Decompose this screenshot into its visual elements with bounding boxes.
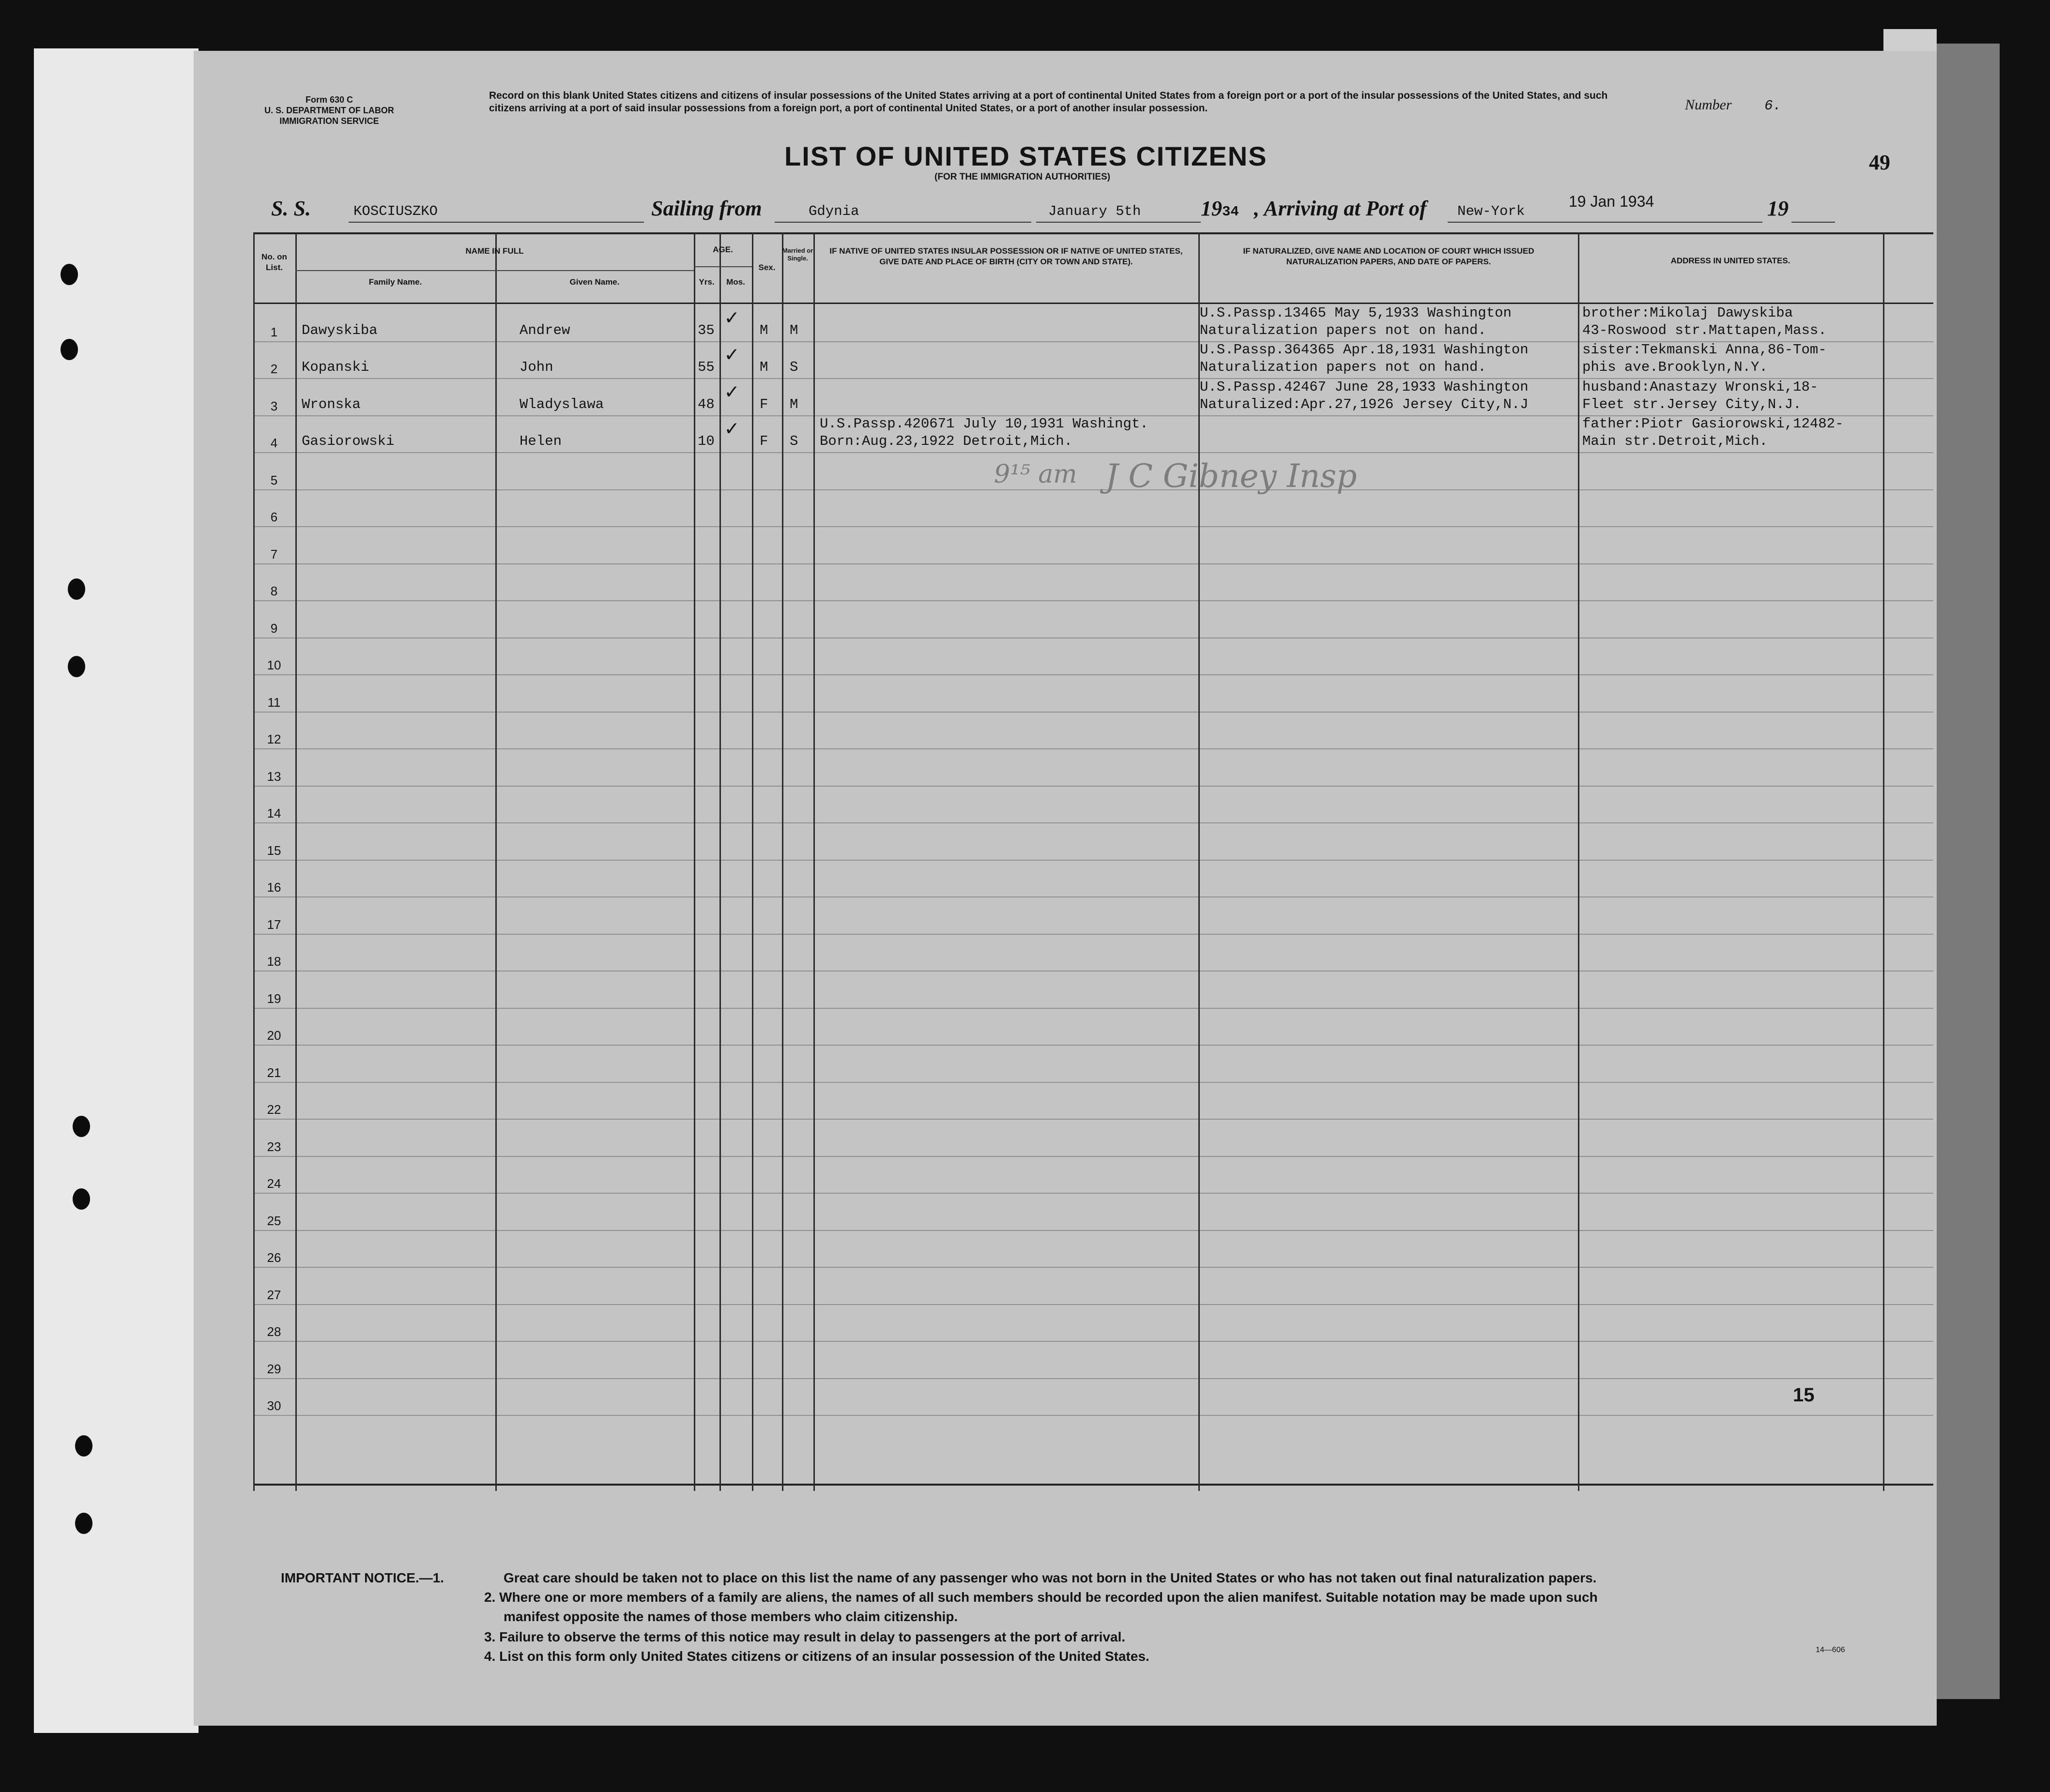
cell-native1: U.S.Passp.420671 July 10,1931 Washingt.: [820, 416, 1148, 432]
binder-hole-icon: [68, 656, 85, 677]
ruled-line: [253, 526, 1933, 527]
cell-ms: S: [790, 433, 798, 449]
ruled-line: [253, 1230, 1933, 1231]
header-sex: Sex.: [758, 263, 776, 272]
sailing-year: [1201, 196, 1239, 221]
cell-yrs: 10: [698, 433, 715, 449]
row-number: 20: [267, 1028, 281, 1043]
row-number: 12: [267, 732, 281, 746]
form-identifier: [247, 94, 412, 126]
row-number: 28: [267, 1324, 281, 1339]
number-label: Number: [1685, 97, 1732, 113]
cell-native2: Born:Aug.23,1922 Detroit,Mich.: [820, 433, 1073, 449]
cell-family: Dawyskiba: [302, 322, 378, 338]
ruled-line: [253, 452, 1933, 453]
ruled-line: [253, 1119, 1933, 1120]
page-title: LIST OF UNITED STATES CITIZENS: [784, 141, 1268, 171]
ruled-line: [253, 563, 1933, 564]
row-number: 1: [270, 324, 278, 339]
cell-nat2: Naturalization papers not on hand.: [1200, 322, 1486, 338]
row-number: 18: [267, 954, 281, 969]
notice-item-3: 3. Failure to observe the terms of this notice may result in delay to passengers at the port of arrival.: [484, 1629, 1126, 1644]
cell-nat1: U.S.Passp.364365 Apr.18,1931 Washington: [1200, 342, 1529, 358]
cell-addr1: husband:Anastazy Wronski,18-: [1582, 379, 1819, 395]
ruled-line: [253, 1156, 1933, 1157]
checkmark-icon: ✓: [725, 344, 738, 368]
checkmark-icon: ✓: [725, 418, 738, 442]
cell-nat2: Naturalized:Apr.27,1926 Jersey City,N.J: [1200, 396, 1529, 412]
row-number: 13: [267, 769, 281, 784]
department-name: U. S. DEPARTMENT OF LABOR: [264, 106, 394, 115]
year-prefix: 19: [1201, 197, 1222, 220]
form-number: Form 630 C: [305, 95, 353, 105]
ruled-line: [253, 748, 1933, 749]
cell-yrs: 35: [698, 322, 715, 338]
header-native-birth: IF NATIVE OF UNITED STATES INSULAR POSSESSION OR IF NATIVE OF UNITED STATES, GIVE DATE AND PLACE OF BIRTH (CITY OR TOWN AND STATE).: [829, 246, 1183, 266]
cell-yrs: 48: [698, 396, 715, 412]
arrival-year-prefix: 19: [1767, 197, 1789, 220]
header-naturalization: IF NATURALIZED, GIVE NAME AND LOCATION OF COURT WHICH ISSUED NATURALIZATION PAPERS, AND DATE OF PAPERS.: [1243, 246, 1534, 266]
cell-addr2: Main str.Detroit,Mich.: [1582, 433, 1768, 449]
cell-given: Wladyslawa: [520, 396, 604, 412]
ruled-line: [253, 1193, 1933, 1194]
ruled-line: [253, 489, 1933, 490]
sailing-from-port: Gdynia: [809, 203, 859, 219]
row-number: 9: [270, 621, 278, 636]
cell-addr1: sister:Tekmanski Anna,86-Tom-: [1582, 342, 1827, 358]
service-name: IMMIGRATION SERVICE: [279, 116, 379, 126]
ruled-line: [253, 674, 1933, 675]
header-family-name: Family Name.: [368, 277, 422, 287]
row-number: 24: [267, 1176, 281, 1191]
header-months: Mos.: [726, 277, 745, 287]
total-count: 15: [1793, 1384, 1815, 1406]
row-number: 25: [267, 1213, 281, 1228]
cell-addr2: phis ave.Brooklyn,N.Y.: [1582, 359, 1768, 375]
row-number: 29: [267, 1361, 281, 1376]
checkmark-icon: ✓: [725, 306, 738, 331]
ruled-line: [253, 934, 1933, 935]
cell-sex: F: [760, 433, 768, 449]
ruled-line: [253, 860, 1933, 861]
cell-nat2: Naturalization papers not on hand.: [1200, 359, 1486, 375]
row-number: 3: [270, 398, 278, 413]
ruled-line: [253, 600, 1933, 601]
cell-addr1: father:Piotr Gasiorowski,12482-: [1582, 416, 1844, 432]
binding-margin-strip: [34, 48, 199, 1733]
row-number: 26: [267, 1250, 281, 1265]
form-instructions: Record on this blank United States citizens and citizens of insular possessions of the United States arriving at a port of continental United States from a foreign port or a port of the insular possessions of the United States, and such citizens arriving at a port of said insular possessions from a foreign port, a port of continental United States, or a port of another insular possession.: [489, 90, 1608, 114]
checkmark-icon: ✓: [725, 380, 738, 405]
cell-sex: M: [760, 359, 768, 375]
ruled-line: [253, 1008, 1933, 1009]
header-no-on-list: No. on List.: [261, 252, 287, 272]
row-number: 5: [270, 472, 278, 487]
row-number: 8: [270, 584, 278, 598]
header-given-name: Given Name.: [569, 277, 620, 287]
sailing-from-label: Sailing from: [651, 197, 762, 220]
row-number: 7: [270, 547, 278, 562]
page-subtitle: (FOR THE IMMIGRATION AUTHORITIES): [934, 172, 1111, 182]
row-number: 16: [267, 880, 281, 895]
notice-item-1: Great care should be taken not to place on this list the name of any passenger who was not born in the United States or who has not taken out final naturalization papers.: [504, 1570, 1597, 1585]
cell-addr1: brother:Mikolaj Dawyskiba: [1582, 304, 1793, 321]
ruled-line: [253, 712, 1933, 713]
cell-addr2: Fleet str.Jersey City,N.J.: [1582, 396, 1802, 412]
row-number: 15: [267, 843, 281, 858]
ss-label: S. S.: [271, 197, 311, 220]
arrival-date-stamp: 19 Jan 1934: [1569, 193, 1654, 210]
binder-hole-icon: [61, 264, 78, 285]
sailing-date: January 5th: [1048, 203, 1141, 219]
row-number: 4: [270, 436, 278, 450]
notice-item-4: 4. List on this form only United States citizens or citizens of an insular possession of the United States.: [484, 1649, 1149, 1664]
handwritten-time: 9¹⁵ am: [994, 460, 1077, 489]
cell-sex: F: [760, 396, 768, 412]
ruled-line: [253, 1341, 1933, 1342]
number-value: 6.: [1764, 98, 1781, 114]
header-age: AGE.: [713, 245, 733, 254]
cell-given: John: [520, 359, 553, 375]
print-code: 14—606: [1816, 1646, 1845, 1654]
cell-ms: M: [790, 396, 798, 412]
notice-heading: IMPORTANT NOTICE.—1.: [281, 1570, 444, 1585]
ruled-line: [253, 1304, 1933, 1305]
arriving-label: , Arriving at Port of: [1254, 197, 1427, 220]
header-married-single: Married or Single.: [782, 247, 813, 262]
ruled-line: [253, 1415, 1933, 1416]
binder-hole-icon: [73, 1188, 90, 1210]
cell-ms: M: [790, 322, 798, 338]
cell-nat1: U.S.Passp.13465 May 5,1933 Washington: [1200, 304, 1512, 321]
row-number: 23: [267, 1139, 281, 1154]
arrival-port: New-York: [1457, 203, 1525, 219]
inspector-signature: J C Gibney Insp: [1105, 457, 1357, 495]
cell-given: Helen: [520, 433, 562, 449]
row-number: 14: [267, 806, 281, 820]
year-suffix: 34: [1222, 204, 1239, 220]
cell-sex: M: [760, 322, 768, 338]
cell-yrs: 55: [698, 359, 715, 375]
row-number: 10: [267, 658, 281, 672]
binder-hole-icon: [73, 1116, 90, 1137]
ruled-line: [253, 1378, 1933, 1379]
ship-name: KOSCIUSZKO: [353, 203, 438, 219]
row-number: 27: [267, 1287, 281, 1302]
ruled-line: [253, 786, 1933, 787]
page-number: 49: [1869, 151, 1890, 174]
passenger-table: [253, 232, 1933, 1491]
ruled-line: [253, 971, 1933, 972]
ruled-line: [253, 1082, 1933, 1083]
binder-hole-icon: [68, 578, 85, 600]
ruled-line: [253, 1045, 1933, 1046]
cell-nat1: U.S.Passp.42467 June 28,1933 Washington: [1200, 379, 1529, 395]
cell-family: Kopanski: [302, 359, 369, 375]
notice-item-2: 2. Where one or more members of a family are aliens, the names of all such members should be recorded upon the alien manifest. Suitable notation may be made upon such: [484, 1590, 1598, 1605]
header-name-in-full: NAME IN FULL: [465, 246, 524, 256]
row-number: 6: [270, 510, 278, 524]
row-number: 22: [267, 1102, 281, 1117]
cell-addr2: 43-Roswood str.Mattapen,Mass.: [1582, 322, 1827, 338]
row-number: 19: [267, 991, 281, 1006]
row-number: 30: [267, 1398, 281, 1413]
row-number: 21: [267, 1065, 281, 1080]
row-number: 17: [267, 917, 281, 932]
notice-item-2-continued: manifest opposite the names of those members who claim citizenship.: [504, 1609, 958, 1624]
ruled-line: [253, 822, 1933, 823]
header-years: Yrs.: [699, 277, 715, 287]
row-number: 11: [267, 695, 281, 710]
binder-hole-icon: [61, 339, 78, 360]
cell-family: Wronska: [302, 396, 361, 412]
ruled-line: [253, 896, 1933, 897]
binder-hole-icon: [75, 1435, 92, 1457]
binder-hole-icon: [75, 1513, 92, 1534]
header-address: ADDRESS IN UNITED STATES.: [1670, 256, 1790, 265]
cell-ms: S: [790, 359, 798, 375]
cell-family: Gasiorowski: [302, 433, 395, 449]
number-field: [1685, 97, 1781, 114]
ruled-line: [253, 1267, 1933, 1268]
cell-given: Andrew: [520, 322, 570, 338]
row-number: 2: [270, 362, 278, 376]
